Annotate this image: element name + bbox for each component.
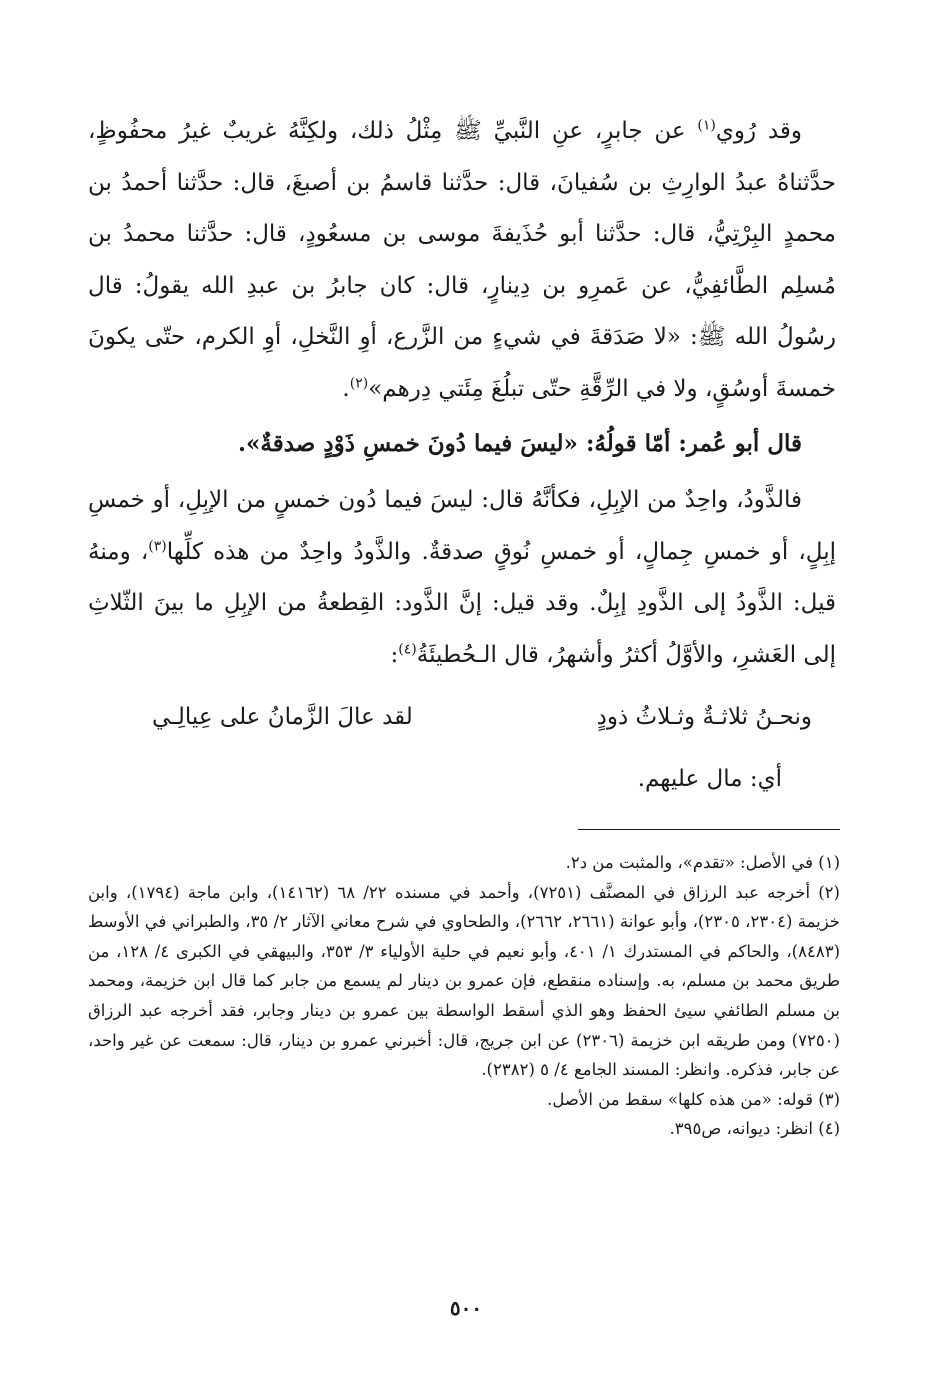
poem-explanation: أي: مال عليهم. bbox=[637, 766, 782, 792]
paragraph-text: وقد رُوي bbox=[715, 118, 802, 144]
footnote-marker-4: (٤) bbox=[398, 641, 417, 658]
footnotes bbox=[88, 848, 840, 1144]
footnote-3: (٣) قوله: «من هذه كلها» سقط من الأصل. bbox=[547, 1089, 840, 1109]
heading-text: أمّا قولُهُ: «ليسَ فيما دُونَ خمسِ ذَوْدٍ صدقةٌ». bbox=[238, 429, 679, 457]
main-text bbox=[88, 106, 836, 682]
footnote-2: (٢) أخرجه عبد الرزاق في المصنَّف (٧٢٥١)، وأحمد في مسنده ٢٢/ ٦٨ (١٤١٦٢)، وابن ماجة (١٧٩٤)، وابن خزيمة (٢٣٠٤، ٢٣٠٥)، وأبو عوانة (٢٦٦١، ٢٦٦٢)، والطحاوي في شرح معاني الآثار ٢/ ٣٥، والطبراني في الأوسط (٨٤٨٣)، والحاكم في المستدرك ١/ ٤٠١، وأبو نعيم في حلية الأولياء ٣/ ٣٥٣، والبيهقي في الكبرى ٤/ ١٢٨، من طريق محمد بن مسلم، به. وإسناده منقطع، فإن عمرو بن دينار لم يسمع من جابر كما قال ابن خزيمة، ومحمد بن مسلم الطائفي سيئ الحفظ وهو الذي أسقط الواسطة بين عمرو بن دينار وجابر، فقد أخرجه عبد الرزاق (٧٢٥٠) ومن طريقه ابن خزيمة (٢٣٠٦) عن ابن جريج، قال: أخبرني عمرو بن دينار، قال: سمعت عن غير واحد، عن جابر، فذكره. وانظر: المسند الجامع ٤/ ٥ (٢٣٨٢). bbox=[88, 882, 841, 1080]
paragraph-explanation bbox=[88, 475, 836, 681]
paragraph-text: عن جابرٍ، عنِ النَّبيِّ ﷺ مِثْلُ ذلك، ولكِنَّهُ غريبٌ غيرُ محفُوظٍ، حدَّثناهُ عبدُ الوارِثِ بن سُفيانَ، قال: حدَّثنا قاسمُ بن أصبغَ، قال: حدَّثنا أحمدُ بن محمدٍ البِرْتِيُّ، قال: حدَّثنا أبو حُذَيفةَ موسى بن مسعُودٍ، قال: حدَّثنا محمدُ بن مُسلِم الطَّائفِيُّ، عن عَمرِو بن دِينارٍ، قال: كان جابرُ بن عبدِ الله يقولُ: قال رسُولُ الله ﷺ: «لا صَدَقةَ في شيءٍ من الزَّرع، أوِ النَّخلِ، أوِ الكرم، حتّى يكونَ خمسةَ أوسُقٍ، ولا في الرِّقَّةِ حتّى تبلُغَ مِئَتي دِرهم» bbox=[88, 118, 836, 402]
heading-label: قال أبو عُمر: bbox=[678, 429, 802, 457]
poem-first-hemistich: ونحـنُ ثلاثـةٌ وثـلاثُ ذودٍ bbox=[596, 704, 812, 730]
footnote-marker-3: (٣) bbox=[148, 538, 167, 555]
footnote-marker-2: (٢) bbox=[349, 375, 369, 392]
footnote-1: (١) في الأصل: «تقدم»، والمثبت من د٢. bbox=[565, 853, 840, 872]
page-number: ٥٠٠ bbox=[449, 1296, 483, 1320]
paragraph-text: ، ومنهُ قيل: الذَّودُ إلى الذَّودِ إبِلٌ. وقد قيل: إنَّ الذَّود: القِطعةُ من الإبِلِ ما بينَ الثّلاثِ إلى العَشرِ، والأوَّلُ أكثرُ وأشهرُ، قال الـحُطيئَةُ bbox=[88, 538, 836, 668]
section-heading bbox=[88, 418, 836, 470]
paragraph-hadith bbox=[88, 106, 836, 416]
paragraph-end: : bbox=[390, 641, 399, 668]
paragraph-end: . bbox=[342, 375, 350, 402]
footnote-separator bbox=[578, 829, 840, 830]
footnote-4: (٤) انظر: ديوانه، ص٣٩٥. bbox=[669, 1119, 840, 1139]
poem-second-hemistich: لقد عالَ الزَّمانُ على عِيالِـي bbox=[152, 704, 413, 730]
paragraph-text: فالذَّودُ، واحِدٌ من الإبِلِ، فكأنَّهُ قال: ليسَ فيما دُون خمسٍ من الإبِلِ، أو خمسِ إبِلٍ، أو خمسِ جِمالٍ، أو خمسِ نُوقٍ صدقةٌ. والذَّودُ واحِدٌ من هذه كلِّها bbox=[88, 487, 837, 565]
poem-verse bbox=[152, 704, 812, 754]
footnote-marker-1: (١) bbox=[697, 117, 716, 134]
